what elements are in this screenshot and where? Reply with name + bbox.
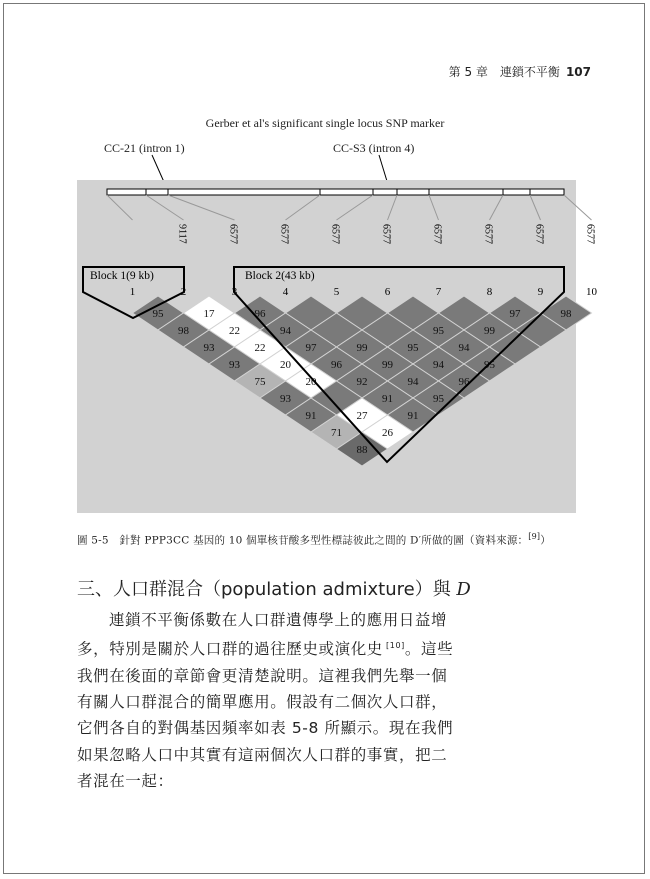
ld-value: 94 bbox=[458, 342, 470, 354]
snp-index: 7 bbox=[435, 286, 442, 298]
figure-title: Gerber et al's significant single locus SNP marker bbox=[205, 116, 445, 130]
position-label: 6577 bbox=[329, 224, 341, 244]
caption-text: 圖 5-5 針對 PPP3CC 基因的 10 個單核苷酸多型性標誌彼此之間的 D′所做的圖（資料來源： bbox=[77, 534, 529, 547]
ld-value: 91 bbox=[305, 410, 317, 422]
ld-value: 98 bbox=[178, 325, 189, 337]
snp-index: 2 bbox=[180, 286, 187, 298]
ld-value: 92 bbox=[356, 376, 368, 388]
snp-index: 8 bbox=[486, 286, 493, 298]
ld-value: 22 bbox=[254, 342, 266, 354]
ld-value: 75 bbox=[254, 376, 266, 388]
ld-value: 95 bbox=[433, 325, 444, 337]
snp-index: 10 bbox=[586, 286, 597, 298]
position-label: 6577 bbox=[533, 224, 545, 244]
ld-value: 20 bbox=[305, 376, 317, 388]
ld-value: 99 bbox=[484, 325, 495, 337]
ld-value: 20 bbox=[280, 359, 291, 371]
position-label: 9117 bbox=[176, 224, 188, 244]
body-line: 連鎖不平衡係數在人口群遺傳學上的應用日益增 bbox=[109, 611, 448, 629]
position-label: 6577 bbox=[482, 224, 494, 244]
ld-value: 99 bbox=[356, 342, 368, 354]
marker-label-cc21: CC-21 (intron 1) bbox=[104, 141, 185, 155]
ld-value: 94 bbox=[433, 359, 444, 371]
section-heading-symbol: D bbox=[456, 579, 471, 600]
section-heading-text: 三、人口群混合（population admixture）與 bbox=[77, 579, 457, 600]
ld-value: 93 bbox=[229, 359, 240, 371]
position-label: 6577 bbox=[278, 224, 290, 244]
snp-index: 4 bbox=[282, 286, 289, 298]
caption-reference: [9] bbox=[528, 532, 541, 541]
ld-value: 97 bbox=[509, 308, 521, 320]
body-line: 有關人口群混合的簡單應用。假設有二個次人口群， bbox=[77, 693, 448, 712]
ld-value: 95 bbox=[484, 359, 495, 371]
body-reference: [10] bbox=[382, 641, 405, 651]
ld-value: 26 bbox=[382, 427, 393, 439]
block1-label: Block 1(9 kb) bbox=[90, 270, 154, 282]
position-label: 6577 bbox=[431, 224, 443, 244]
body-line-text: 。這些 bbox=[404, 640, 454, 659]
ld-value: 96 bbox=[331, 359, 342, 371]
ld-value: 95 bbox=[152, 308, 164, 320]
figure-caption bbox=[77, 532, 551, 548]
body-line: 我們在後面的章節會更清楚說明。這裡我們先舉一個 bbox=[77, 666, 448, 685]
section-heading bbox=[77, 575, 471, 601]
body-line: 它們各自的對偶基因頻率如表 5-8 所顯示。現在我們 bbox=[77, 719, 454, 738]
snp-index: 1 bbox=[129, 286, 136, 298]
snp-index: 5 bbox=[333, 286, 340, 298]
snp-index: 6 bbox=[384, 286, 391, 298]
ld-value: 27 bbox=[356, 410, 368, 422]
body-line: 者混在一起： bbox=[77, 771, 174, 790]
caption-end: ） bbox=[540, 534, 551, 547]
snp-index: 9 bbox=[537, 286, 544, 298]
marker-label-ccs3: CC-S3 (intron 4) bbox=[333, 141, 415, 155]
snp-index: 3 bbox=[231, 286, 238, 298]
chapter-title: 第 5 章 連鎖不平衡 bbox=[448, 65, 560, 79]
block2-label: Block 2(43 kb) bbox=[245, 270, 315, 282]
ld-value: 96 bbox=[458, 376, 470, 388]
gene-bar bbox=[107, 189, 564, 195]
ld-value: 97 bbox=[305, 342, 317, 354]
body-line: 如果忽略人口中其實有這兩個次人口群的事實，把二 bbox=[77, 745, 448, 764]
body-line bbox=[77, 633, 607, 662]
page-number: 107 bbox=[565, 65, 591, 79]
ld-value: 71 bbox=[331, 427, 342, 439]
ld-value: 88 bbox=[356, 444, 368, 456]
ld-value: 93 bbox=[203, 342, 215, 354]
ld-value: 98 bbox=[560, 308, 572, 320]
body-paragraph bbox=[77, 607, 607, 794]
ld-value: 91 bbox=[407, 410, 419, 422]
ld-heatmap bbox=[77, 180, 597, 513]
ld-value: 93 bbox=[280, 393, 291, 405]
ld-value: 22 bbox=[229, 325, 240, 337]
position-label: 6577 bbox=[584, 224, 596, 244]
ld-value: 17 bbox=[203, 308, 215, 320]
ld-value: 95 bbox=[433, 393, 444, 405]
ld-value: 91 bbox=[382, 393, 393, 405]
ld-value: 94 bbox=[280, 325, 291, 337]
ld-value: 96 bbox=[254, 308, 266, 320]
ld-value: 99 bbox=[382, 359, 393, 371]
body-line-text: 多，特別是關於人口群的過往歷史或演化史 bbox=[77, 640, 383, 659]
ld-value: 95 bbox=[407, 342, 419, 354]
ld-value: 94 bbox=[407, 376, 419, 388]
position-label: 6577 bbox=[227, 224, 239, 244]
position-label: 6577 bbox=[380, 224, 392, 244]
